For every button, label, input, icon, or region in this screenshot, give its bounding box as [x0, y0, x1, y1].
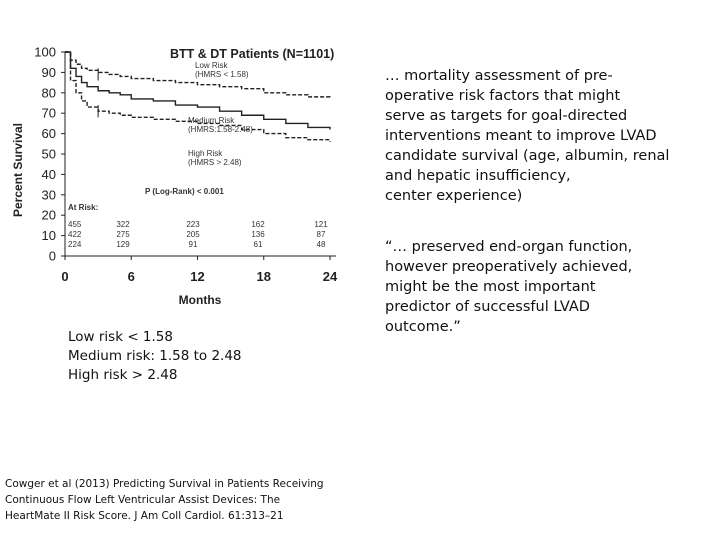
- y-tick-label: 40: [41, 166, 56, 182]
- at-risk-value: 91: [188, 240, 198, 249]
- quote-line: however preoperatively achieved,: [385, 259, 633, 275]
- quote-line: “… preserved end-organ function,: [385, 239, 633, 255]
- at-risk-value: 48: [316, 240, 326, 249]
- note-line: center experience): [385, 188, 523, 204]
- note-line: and hepatic insufficiency,: [385, 168, 571, 184]
- at-risk-value: 205: [186, 230, 200, 239]
- y-tick-label: 50: [41, 146, 56, 162]
- note-line: interventions meant to improve LVAD: [385, 128, 657, 144]
- at-risk-value: 224: [68, 240, 82, 249]
- y-tick-label: 60: [41, 126, 56, 142]
- at-risk-value: 275: [116, 230, 130, 239]
- quote-line: might be the most important: [385, 279, 596, 295]
- series-label-high-risk: (HMRS > 2.48): [188, 158, 242, 167]
- citation: [5, 476, 324, 524]
- series-label-medium-risk: Medium Risk: [188, 116, 235, 125]
- at-risk-value: 121: [314, 220, 328, 229]
- y-tick-label: 0: [48, 248, 56, 264]
- survival-chart: [0, 30, 380, 320]
- y-tick-labels: [34, 45, 56, 264]
- x-axis-label: Months: [178, 293, 222, 307]
- citation-line: Continuous Flow Left Ventricular Assist Devices: The: [5, 494, 281, 506]
- legend-line: High risk > 2.48: [68, 367, 178, 383]
- note-line: serve as targets for goal-directed: [385, 108, 628, 124]
- chart-title: BTT & DT Patients (N=1101): [170, 47, 335, 61]
- series-label-low-risk: (HMRS < 1.58): [195, 70, 249, 79]
- at-risk-value: 455: [68, 220, 82, 229]
- citation-line: Cowger et al (2013) Predicting Survival in Patients Receiving: [5, 478, 324, 490]
- at-risk-value: 162: [251, 220, 265, 229]
- note-line: candidate survival (age, albumin, renal: [385, 148, 670, 164]
- legend-line: Medium risk: 1.58 to 2.48: [68, 348, 242, 364]
- end-organ-quote: [385, 237, 715, 337]
- series-label-low-risk: Low Risk: [195, 61, 228, 70]
- at-risk-value: 223: [186, 220, 200, 229]
- y-tick-label: 20: [41, 207, 56, 223]
- at-risk-table: [68, 220, 328, 249]
- series-label-high-risk: High Risk: [188, 149, 223, 158]
- y-tick-label: 10: [41, 228, 56, 244]
- at-risk-heading: At Risk:: [68, 203, 99, 212]
- y-tick-label: 100: [34, 44, 56, 60]
- citation-line: HeartMate II Risk Score. J Am Coll Cardiol. 61:313–21: [5, 510, 284, 522]
- y-tick-label: 90: [41, 64, 56, 80]
- y-tick-label: 70: [41, 105, 56, 121]
- series-label-medium-risk: (HMRS:1.58-2.48): [188, 125, 253, 134]
- risk-legend: [68, 328, 242, 385]
- quote-line: predictor of successful LVAD: [385, 299, 590, 315]
- x-tick-label: 24: [322, 269, 338, 284]
- y-tick-label: 30: [41, 187, 56, 203]
- note-line: operative risk factors that might: [385, 88, 621, 104]
- x-tick-labels: [61, 269, 338, 284]
- curve-labels: [188, 61, 253, 167]
- y-axis-label: Percent Survival: [11, 122, 25, 218]
- x-tick-label: 0: [61, 269, 69, 284]
- at-risk-value: 61: [253, 240, 263, 249]
- at-risk-value: 129: [116, 240, 130, 249]
- note-line: … mortality assessment of pre-: [385, 68, 613, 84]
- at-risk-value: 136: [251, 230, 265, 239]
- x-tick-label: 6: [127, 269, 135, 284]
- x-tick-label: 18: [256, 269, 271, 284]
- y-tick-label: 80: [41, 85, 56, 101]
- mortality-assessment-note: [385, 66, 715, 206]
- at-risk-value: 322: [116, 220, 130, 229]
- quote-line: outcome.”: [385, 319, 461, 335]
- at-risk-value: 87: [316, 230, 326, 239]
- legend-line: Low risk < 1.58: [68, 329, 173, 345]
- at-risk-value: 422: [68, 230, 82, 239]
- p-value-annotation: P (Log-Rank) < 0.001: [145, 187, 224, 196]
- x-tick-label: 12: [190, 269, 205, 284]
